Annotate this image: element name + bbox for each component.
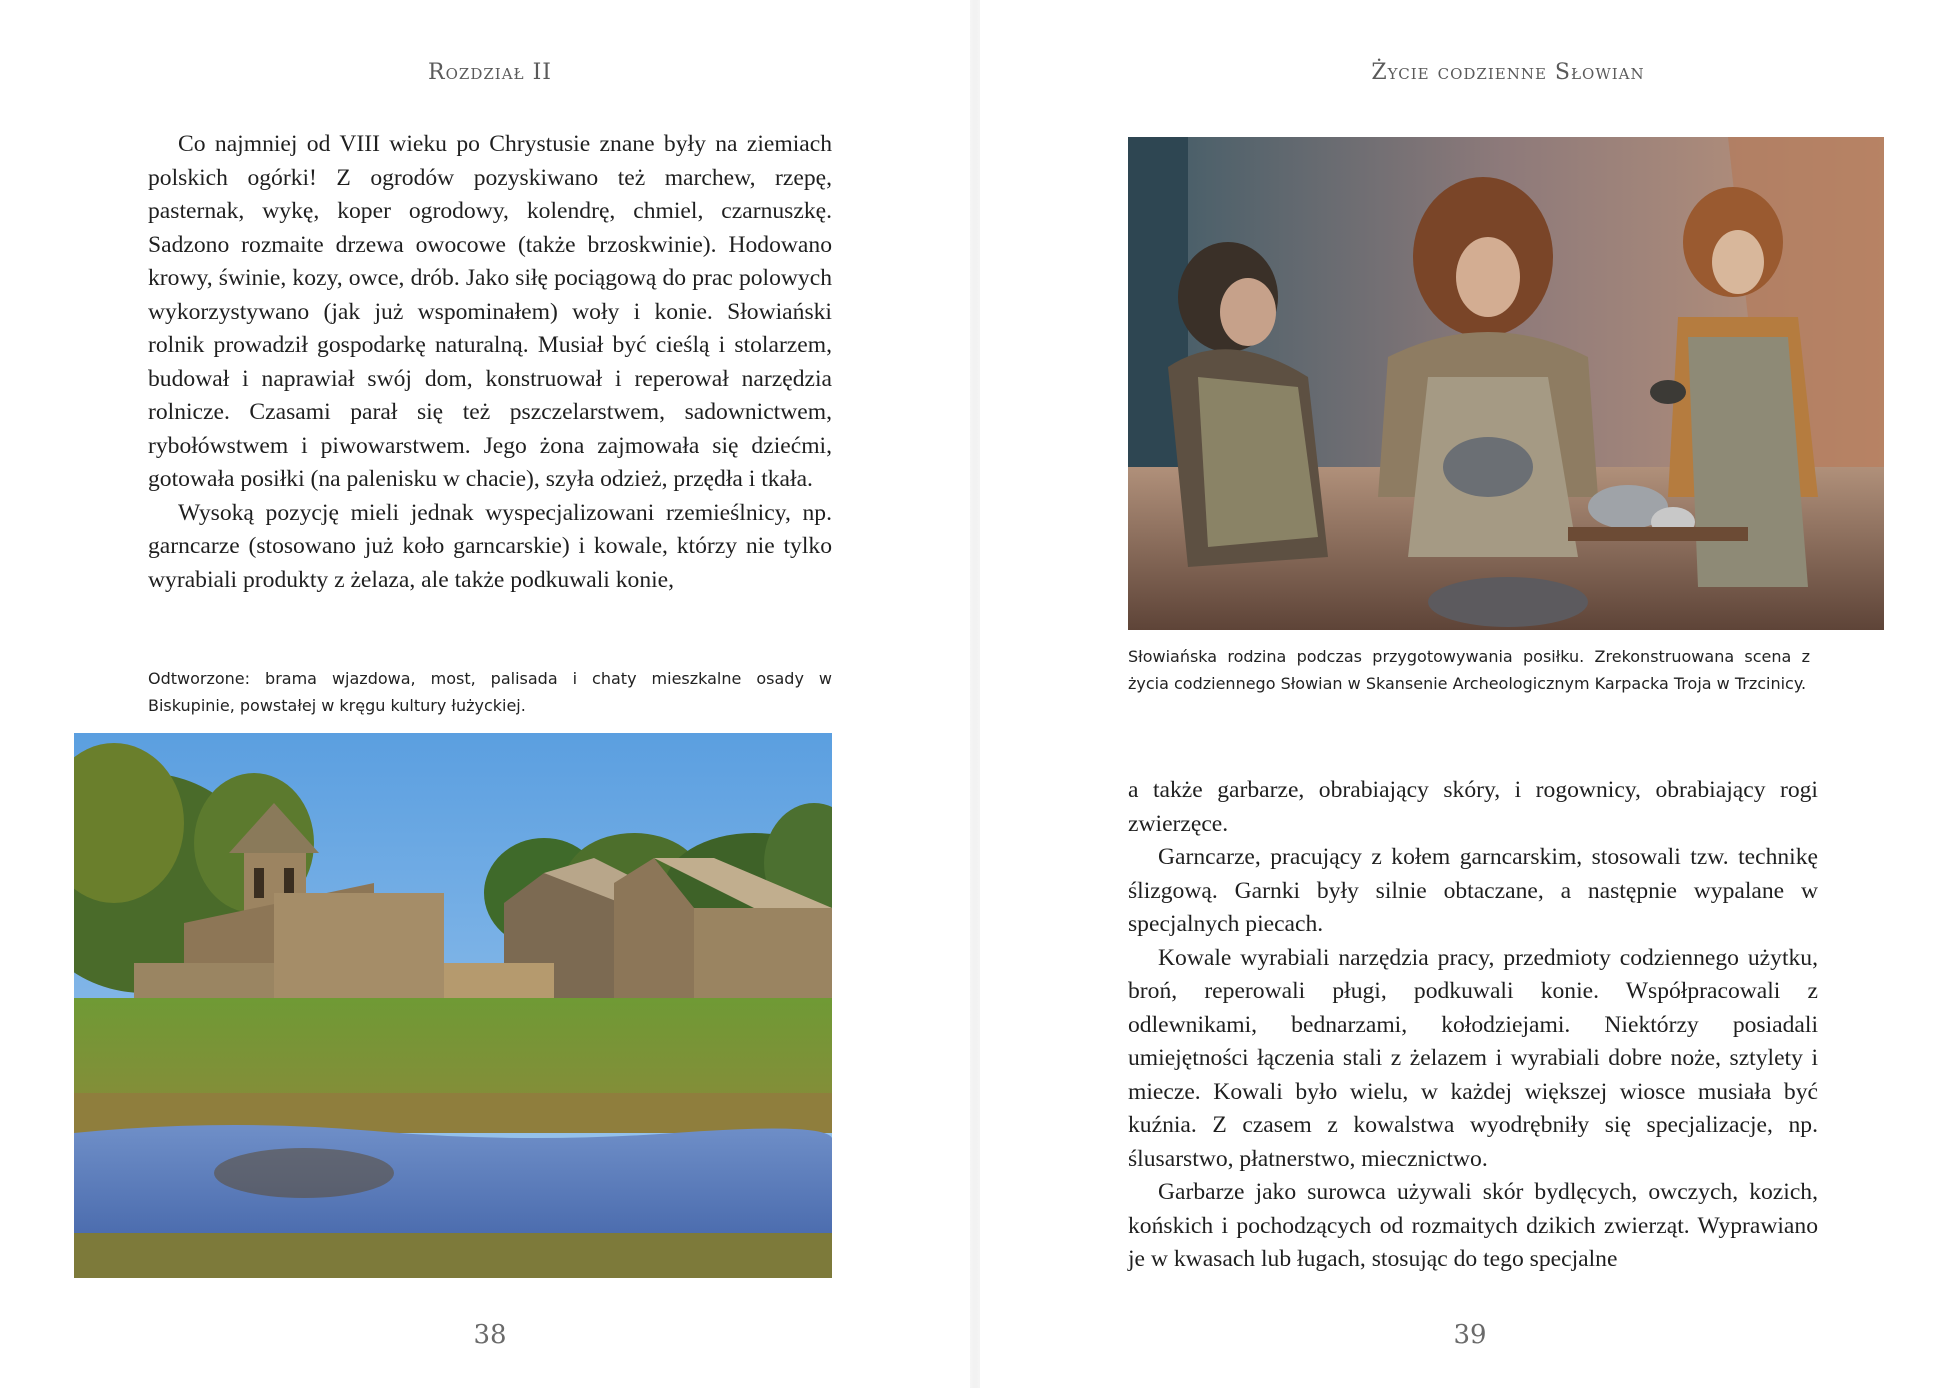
right-body-text xyxy=(1128,774,1818,1277)
paragraph: Kowale wyrabiali narzędzia pracy, przedmioty codziennego użytku, broń, reperowali pługi, podkuwali konie. Współpracowali z odlewnikami, bednarzami, kołodziejami. Niektórzy posiadali umiejętności łączenia stali z żelazem i wyrabiali dobre noże, sztylety i miecze. Kowali było wielu, w każdej większej wiosce musiała być kuźnia. Z czasem z kowalstwa wyodrębniły się specjalizacje, np. ślusarstwo, płatnerstwo, miecznictwo. xyxy=(1128,944,1818,1172)
page-number-right: 39 xyxy=(1453,1320,1487,1350)
paragraph: Garncarze, pracujący z kołem garncarskim, stosowali tzw. technikę ślizgową. Garnki były silnie obtaczane, a następnie wypalane w specjalnych piecach. xyxy=(1128,844,1818,937)
left-page xyxy=(0,0,970,1388)
paragraph: Garbarze jako surowca używali skór bydlęcych, owczych, kozich, końskich i pochodzących od rozmaitych dzikich zwierząt. Wyprawiano je w kwasach lub ługach, stosując do tego specjalne xyxy=(1128,1179,1818,1272)
biskupin-settlement-photo xyxy=(74,733,832,1278)
figure-caption-left: Odtworzone: brama wjazdowa, most, palisada i chaty mieszkalne osady w Biskupinie, powstałej w kręgu kultury łużyckiej. xyxy=(148,669,832,715)
right-page xyxy=(980,0,1949,1388)
biskupin-photo-illustration xyxy=(74,733,832,1278)
paragraph: Wysoką pozycję mieli jednak wyspecjalizowani rzemieślnicy, np. garncarze (stosowano już koło garncarskie) i kowale, którzy nie tylko wyrabiali produkty z żelaza, ale także podkuwali konie, xyxy=(148,499,832,593)
running-head-left: Rozdział II xyxy=(428,60,552,85)
left-body-text xyxy=(148,128,832,597)
figure-caption-right: Słowiańska rodzina podczas przygotowywania posiłku. Zrekonstruowana scena z życia codziennego Słowian w Skansenie Archeologicznym Karpacka Troja w Trzcinicy. xyxy=(1128,647,1810,693)
slavic-family-scene-photo xyxy=(1128,137,1884,630)
paragraph: Co najmniej od VIII wieku po Chrystusie znane były na ziemiach polskich ogórki! Z ogrodów pozyskiwano też marchew, rzepę, pasternak, wykę, koper ogrodowy, kolendrę, chmiel, czarnuszkę. Sadzono rozmaite drzewa owocowe (także brzoskwinie). Hodowano krowy, świnie, kozy, owce, drób. Jako siłę pociągową do prac polowych wykorzystywano (jak już wspominałem) woły i konie. Słowiański rolnik prowadził gospodarkę naturalną. Musiał być cieślą i stolarzem, budował i naprawiał swój dom, konstruował i reperował narzędzia rolnicze. Czasami parał się też pszczelarstwem, sadownictwem, rybołówstwem i piwowarstwem. Jego żona zajmowała się dziećmi, gotowała posiłki (na palenisku w chacie), szyła odzież, przędła i tkała. xyxy=(148,131,832,492)
paragraph: a także garbarze, obrabiający skóry, i rogownicy, obrabiający rogi zwierzęce. xyxy=(1128,777,1818,837)
slavic-family-photo-illustration xyxy=(1128,137,1884,630)
running-head-right: Życie codzienne Słowian xyxy=(1371,60,1645,85)
page-number-left: 38 xyxy=(473,1320,507,1350)
